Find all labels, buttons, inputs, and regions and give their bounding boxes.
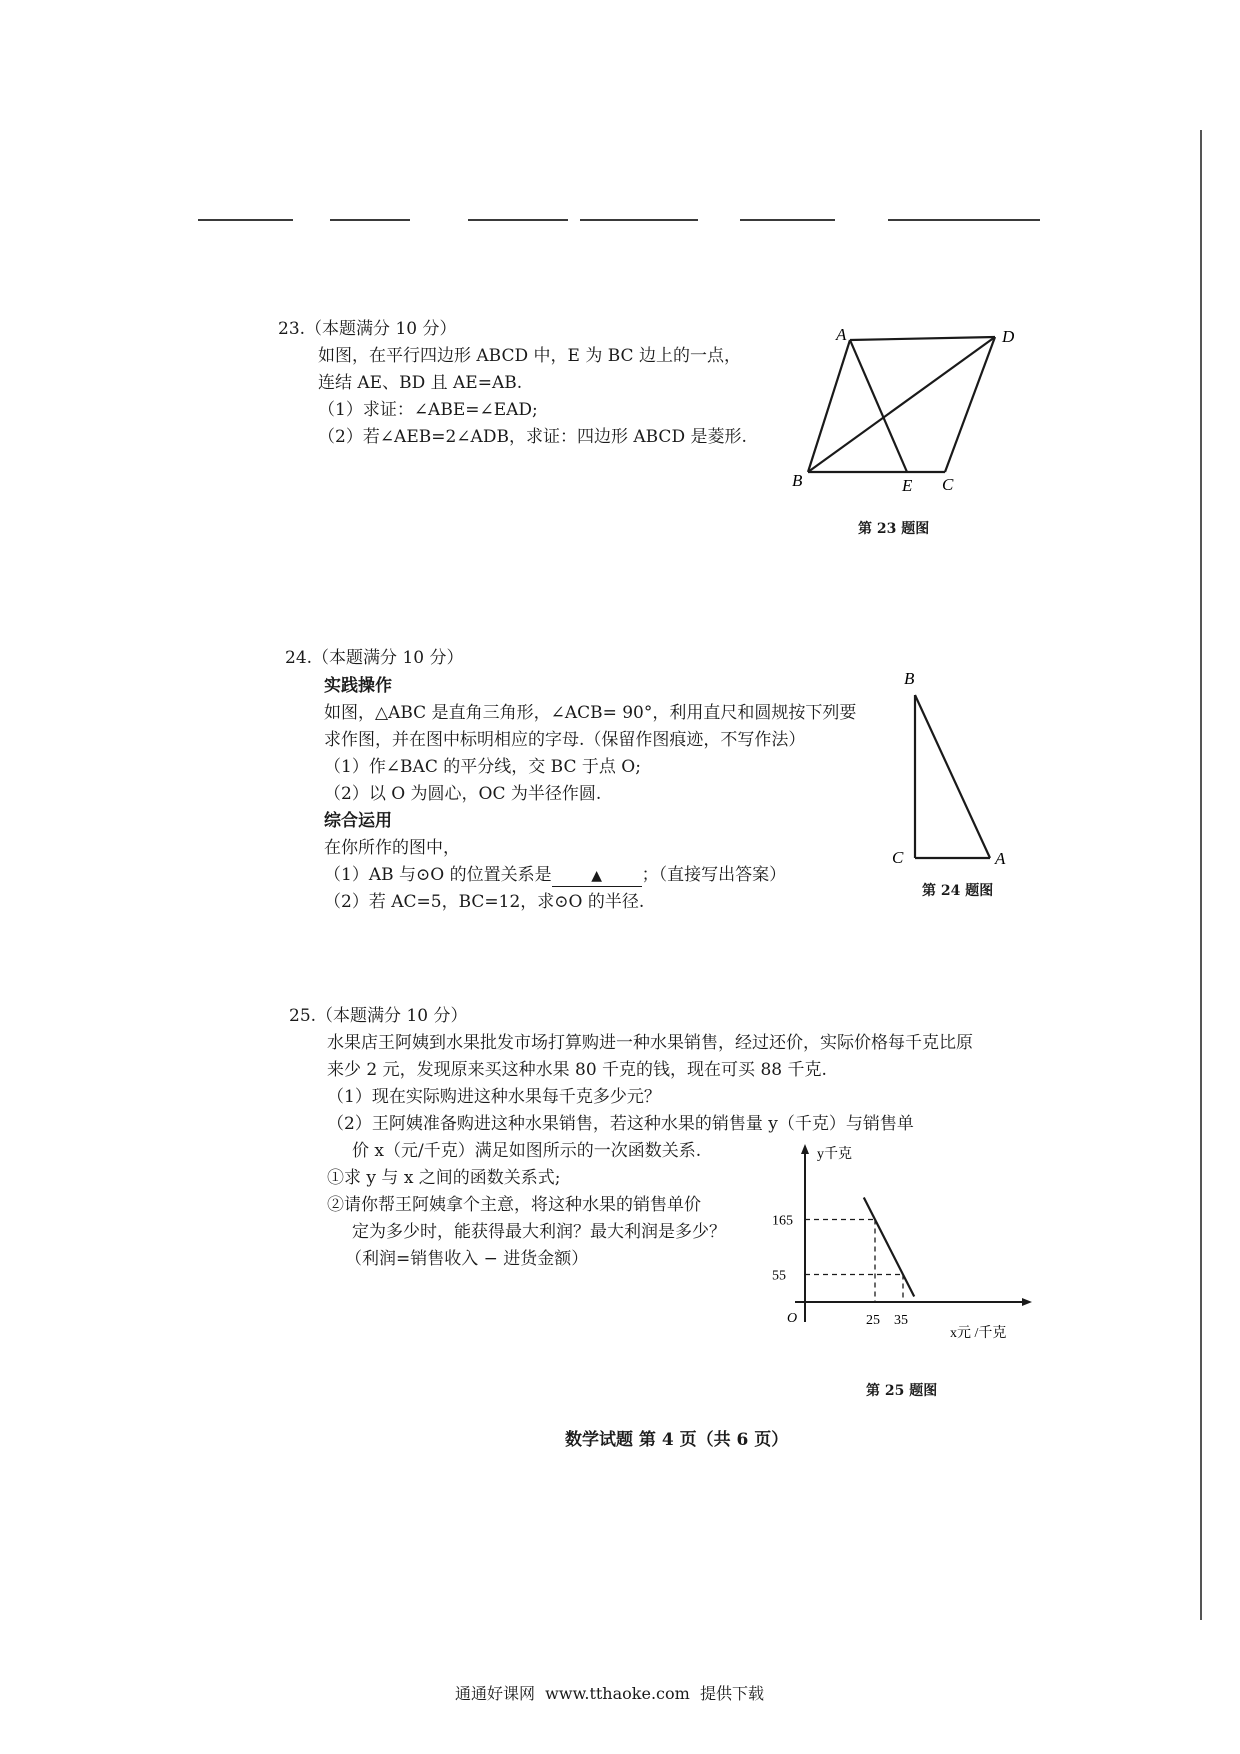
q25-subline: 价 x（元/千克）满足如图所示的一次函数关系.	[352, 1141, 702, 1161]
q24-line: 如图，△ABC 是直角三角形，∠ACB= 90°，利用直尺和圆规按下列要	[324, 703, 857, 723]
q23-figure	[790, 320, 1030, 505]
vertex-label-B: B	[904, 669, 915, 688]
y-axis-arrow	[801, 1144, 809, 1154]
header-rule	[740, 219, 835, 221]
vertex-label-B: B	[792, 471, 803, 490]
origin-label: O	[787, 1311, 798, 1326]
vertex-label-D: D	[1002, 327, 1015, 346]
vertex-label-C: C	[892, 848, 904, 867]
q24-line: （2）若 AC=5，BC=12，求⊙O 的半径.	[324, 892, 645, 912]
q24-points: （本题满分 10 分）	[312, 648, 464, 668]
header-rule	[888, 219, 1040, 221]
q24-line: 在你所作的图中，	[324, 838, 460, 858]
q24-number: 24.	[285, 648, 313, 668]
q23-line: 如图，在平行四边形 ABCD 中，E 为 BC 边上的一点，	[318, 346, 741, 366]
q24-item1-text: （1）AB 与⊙O 的位置关系是	[324, 865, 552, 885]
q24-section-title: 实践操作	[324, 676, 392, 696]
page-footer: 数学试题 第 4 页（共 6 页）	[565, 1430, 789, 1450]
q24-item1	[324, 862, 786, 889]
header-rule	[198, 219, 293, 221]
answer-blank[interactable]: ▲	[552, 866, 642, 887]
series-line	[864, 1198, 914, 1297]
header-rule	[330, 219, 410, 221]
q24-section-title: 综合运用	[324, 811, 392, 831]
q23-line: 连结 AE、BD 且 AE=AB.	[318, 373, 523, 393]
q25-subline: ①求 y 与 x 之间的函数关系式;	[327, 1168, 561, 1188]
edge-AB	[915, 695, 990, 858]
q24-item1-note: ；（直接写出答案）	[641, 865, 787, 885]
q24-line: （1）作∠BAC 的平分线，交 BC 于点 O;	[324, 757, 641, 777]
header-rule	[468, 219, 568, 221]
y-axis-label: y千克	[817, 1147, 852, 1162]
edge-DC	[945, 337, 995, 472]
watermark-footer: 通通好课网 www.tthaoke.com 提供下载	[455, 1684, 764, 1703]
q25-subline: 定为多少时，能获得最大利润？最大利润是多少？	[352, 1222, 726, 1242]
diagonal-BD	[808, 337, 995, 472]
x-tick-label: 25	[866, 1313, 880, 1328]
q24-caption: 第 24 题图	[922, 883, 994, 899]
vertex-label-E: E	[902, 476, 913, 495]
x-tick-label: 35	[894, 1313, 908, 1328]
header-rule	[580, 219, 698, 221]
q25-chart	[770, 1140, 1040, 1340]
q25-line: （2）王阿姨准备购进这种水果销售，若这种水果的销售量 y（千克）与销售单	[327, 1114, 914, 1134]
edge-AD	[850, 337, 995, 340]
x-axis-label: x元 /千克	[950, 1326, 1007, 1340]
q25-points: （本题满分 10 分）	[316, 1006, 468, 1026]
q24-header	[285, 645, 464, 672]
scan-edge-line	[1200, 130, 1202, 1620]
vertex-label-A: A	[836, 325, 847, 344]
q25-line: 水果店王阿姨到水果批发市场打算购进一种水果销售，经过还价，实际价格每千克比原	[327, 1033, 973, 1053]
y-tick-label: 165	[772, 1213, 793, 1229]
edge-AB	[808, 340, 850, 472]
q25-subline: （利润=销售收入 − 进货金额）	[345, 1249, 589, 1269]
q24-line: （2）以 O 为圆心，OC 为半径作圆.	[324, 784, 602, 804]
q23-line: （1）求证：∠ABE=∠EAD;	[318, 400, 538, 420]
q23-points: （本题满分 10 分）	[305, 319, 457, 339]
q24-line: 求作图，并在图中标明相应的字母.（保留作图痕迹，不写作法）	[324, 730, 806, 750]
x-axis-arrow	[1022, 1298, 1032, 1306]
y-tick-label: 55	[772, 1268, 786, 1284]
q25-line: （1）现在实际购进这种水果每千克多少元？	[327, 1087, 661, 1107]
vertex-label-C: C	[942, 475, 954, 494]
q24-figure	[885, 668, 1025, 868]
q23-number: 23.	[278, 319, 306, 339]
q25-line: 来少 2 元，发现原来买这种水果 80 千克的钱，现在可买 88 千克.	[327, 1060, 827, 1080]
q25-caption: 第 25 题图	[866, 1383, 938, 1399]
q23-header	[278, 316, 457, 343]
q23-line: （2）若∠AEB=2∠ADB，求证：四边形 ABCD 是菱形.	[318, 427, 747, 447]
vertex-label-A: A	[995, 849, 1006, 868]
q25-number: 25.	[289, 1006, 317, 1026]
q23-caption: 第 23 题图	[858, 521, 930, 537]
q25-header	[289, 1003, 468, 1030]
q25-subline: ②请你帮王阿姨拿个主意，将这种水果的销售单价	[327, 1195, 701, 1215]
